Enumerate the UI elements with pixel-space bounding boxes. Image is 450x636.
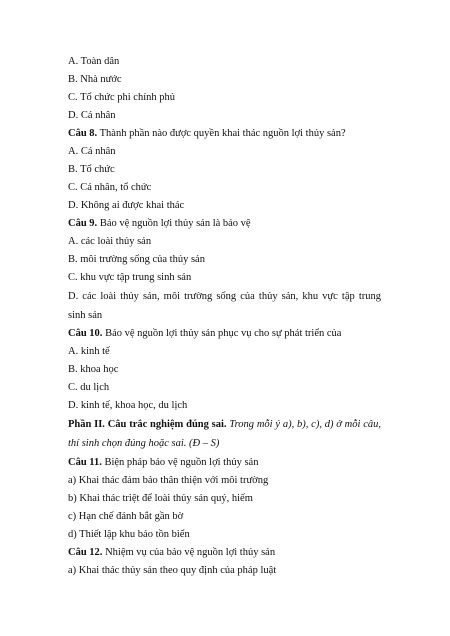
question-8-label: Câu 8. [68, 128, 98, 139]
q7-option-a: A. Toàn dân [68, 56, 120, 67]
q9-option-d: D. các loài thủy sản, môi trường sống của thủy sản, khu vực tập trung [68, 291, 381, 302]
question-10-text: Bảo vệ nguồn lợi thủy sản phục vụ cho sự phát triển của [102, 328, 342, 339]
question-9 [68, 217, 251, 230]
part-2-heading [68, 418, 381, 431]
part-2-instruction-line-2: thí sinh chọn đúng hoặc sai. (Đ – S) [68, 438, 220, 449]
q11-item-a: a) Khai thác đảm bảo thân thiện với môi trường [68, 475, 269, 486]
q9-option-c: C. khu vực tập trung sinh sản [68, 272, 192, 283]
q8-option-b: B. Tổ chức [68, 164, 115, 175]
q9-option-b: B. môi trường sống của thủy sản [68, 254, 205, 265]
q11-item-d: d) Thiết lập khu bảo tồn biển [68, 529, 190, 540]
q9-option-d-continued: sinh sản [68, 310, 103, 321]
q12-item-a: a) Khai thác thủy sản theo quy định của pháp luật [68, 565, 277, 576]
question-9-label: Câu 9. [68, 218, 98, 229]
q8-option-a: A. Cá nhân [68, 146, 116, 157]
part-2-title: Phần II. Câu trắc nghiệm đúng sai. [68, 419, 227, 430]
q8-option-c: C. Cá nhân, tổ chức [68, 182, 152, 193]
question-12-label: Câu 12. [68, 547, 103, 558]
q11-item-b: b) Khai thác triệt để loài thủy sản quý, hiếm [68, 493, 253, 504]
part-2-instruction: Trong mỗi ý a), b), c), d) ở mỗi câu, [226, 419, 382, 430]
question-11-text: Biện pháp bảo vệ nguồn lợi thủy sản [101, 457, 259, 468]
q10-option-b: B. khoa học [68, 364, 119, 375]
q7-option-b: B. Nhà nước [68, 74, 122, 85]
q9-option-a: A. các loài thủy sản [68, 236, 152, 247]
q10-option-c: C. du lịch [68, 382, 110, 393]
question-11-label: Câu 11. [68, 457, 102, 468]
q11-item-c: c) Hạn chế đánh bắt gần bờ [68, 511, 184, 522]
q10-option-a: A. kinh tế [68, 346, 110, 357]
question-10 [68, 327, 341, 340]
question-8 [68, 127, 346, 140]
question-10-label: Câu 10. [68, 328, 103, 339]
question-11 [68, 456, 258, 469]
question-8-text: Thành phần nào được quyền khai thác nguồn lợi thủy sản? [97, 128, 346, 139]
q7-option-d: D. Cá nhân [68, 110, 116, 121]
q10-option-d: D. kinh tế, khoa học, du lịch [68, 400, 188, 411]
question-9-text: Bảo vệ nguồn lợi thủy sản là bảo vệ [97, 218, 251, 229]
q8-option-d: D. Không ai được khai thác [68, 200, 185, 211]
question-12 [68, 546, 275, 559]
question-12-text: Nhiệm vụ của bảo vệ nguồn lợi thủy sản [102, 547, 276, 558]
part-2-instruction-continued [68, 437, 219, 450]
q7-option-c: C. Tổ chức phi chính phủ [68, 92, 175, 103]
